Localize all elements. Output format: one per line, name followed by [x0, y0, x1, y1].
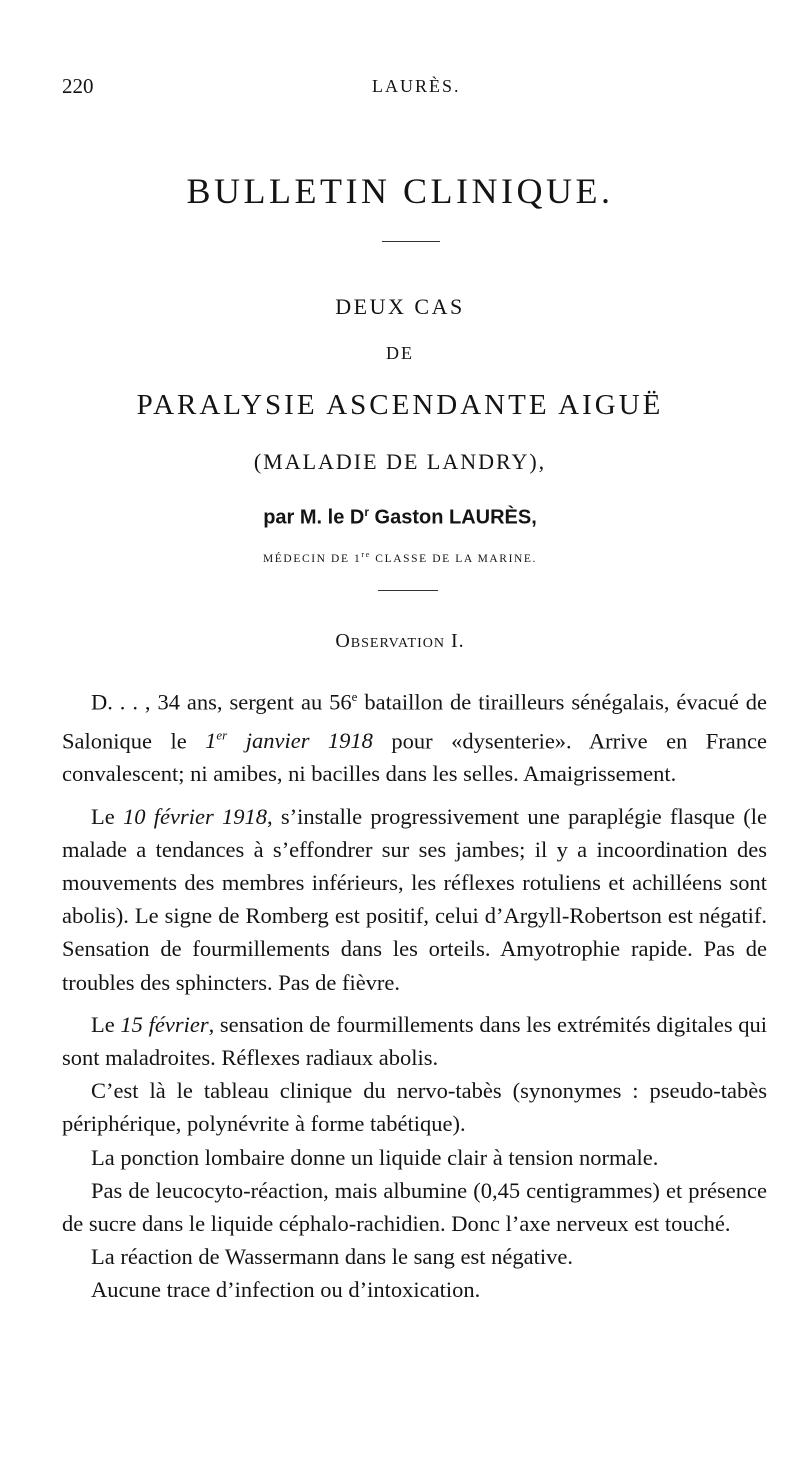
article-title-line-1: DEUX CAS	[335, 294, 465, 319]
paragraph-5: La ponction lombaire donne un liquide clair à tension normale.	[91, 1144, 659, 1170]
observation-heading: Observation I.	[335, 630, 465, 652]
text-run: pour «dysenterie». Arrive en France convalescent; ni amibes, ni bacilles dans les selles. Amaigrissement.	[62, 728, 768, 787]
text-run: , sensation de fourmillements dans les extrémités digitales qui sont maladroites. Réflexes radiaux abolis.	[62, 1011, 767, 1071]
date-superscript: er	[216, 727, 228, 743]
paragraph-6: Pas de leucocyto-réaction, mais albumine (0,45 centigrammes) et présence de sucre dans le liquide céphalo-rachidien. Donc l’axe nerveux est touché.	[62, 1177, 767, 1237]
text-run: D. . . , 34 ans, sergent au 56	[91, 689, 352, 715]
date	[205, 728, 373, 753]
running-head	[62, 74, 740, 104]
superscript: e	[351, 689, 358, 704]
date-text: 1	[205, 728, 217, 754]
text-run: bataillon de tirailleurs sénégalais, évacué de Salonique le	[62, 689, 767, 754]
divider-rule	[382, 241, 440, 242]
article-title-line-2: DE	[386, 343, 414, 363]
paragraph-8: Aucune trace d’infection ou d’intoxication.	[91, 1277, 481, 1303]
observation-body	[62, 680, 767, 1307]
running-title: LAURÈS.	[372, 76, 461, 96]
page-number: 220	[62, 74, 94, 98]
date: 15 février	[120, 1011, 209, 1037]
paragraph-2	[62, 800, 767, 999]
article-title-line-3: PARALYSIE ASCENDANTE AIGUË	[136, 389, 664, 421]
text-run: , s’installe progressivement une paraplégie flasque (le malade a tendances à s’effondrer sur ses jambes; il y a incoordination des mouvements des membres inférieurs, les réflexes rotuliens et achilléens sont abolis). Le signe de Romberg est positif, celui d’Argyll-Robertson est négatif. Sensation de fourmillements dans les orteils. Amyotrophie rapide. Pas de troubles des sphincters. Pas de fièvre.	[62, 803, 768, 995]
author-affiliation	[0, 550, 800, 565]
byline-author-name: Gaston LAURÈS,	[369, 506, 537, 529]
affiliation-text-rest: CLASSE DE LA MARINE.	[370, 552, 538, 565]
affiliation-superscript: re	[361, 550, 371, 559]
paragraph-1	[62, 680, 767, 791]
text-run: Le	[91, 803, 123, 829]
byline-text: par M. le D	[263, 506, 365, 529]
date: 10 février 1918	[123, 803, 267, 829]
date-text: janvier 1918	[227, 728, 373, 754]
byline-superscript: r	[364, 505, 369, 519]
divider-rule	[378, 590, 438, 591]
paragraph-3	[62, 1008, 767, 1074]
article-title-line-4: (MALADIE DE LANDRY),	[253, 449, 547, 474]
text-run: Le	[91, 1011, 121, 1037]
section-title: BULLETIN CLINIQUE.	[186, 171, 614, 211]
affiliation-text: MÉDECIN DE 1	[262, 552, 362, 565]
author-byline	[0, 505, 800, 530]
paragraph-4: C’est là le tableau clinique du nervo-tabès (synonymes : pseudo-tabès périphérique, polynévrite à forme tabétique).	[62, 1078, 767, 1137]
paragraph-7: La réaction de Wassermann dans le sang est négative.	[91, 1244, 573, 1270]
